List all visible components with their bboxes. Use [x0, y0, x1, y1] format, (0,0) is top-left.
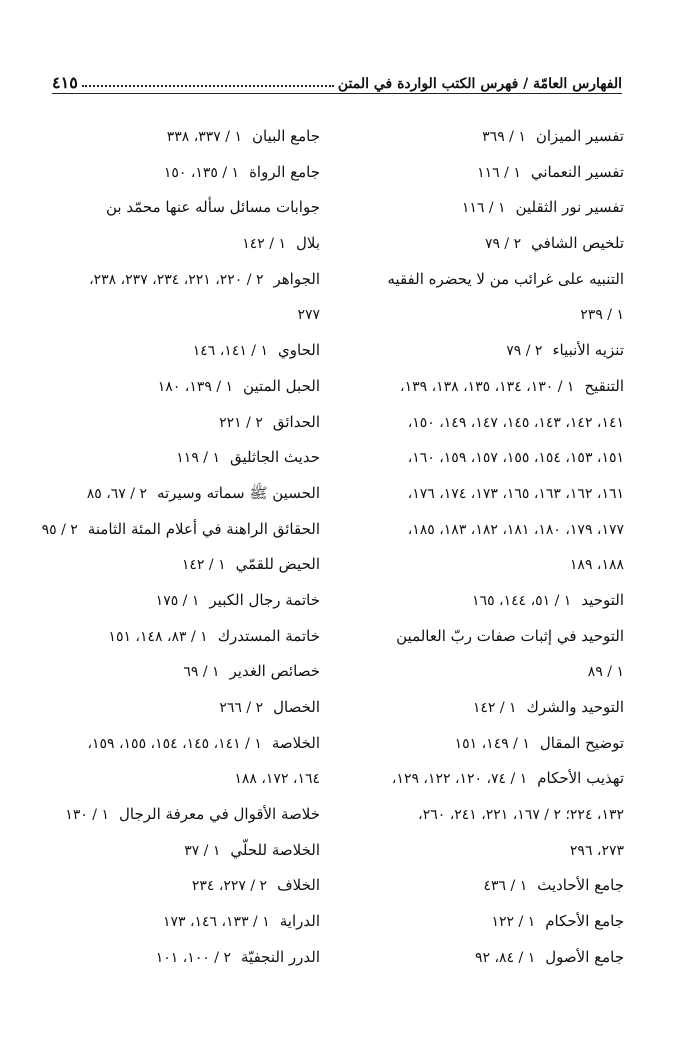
entry-refs: ١ / ١١٩	[176, 450, 220, 467]
entry-refs: ١ / ٨٤، ٩٢	[475, 949, 536, 966]
entry-title: التنبيه على غرائب من لا يحضره الفقيه	[387, 269, 624, 288]
entry-title: خصائص الغدير	[229, 662, 320, 681]
index-entry	[20, 940, 320, 976]
entry-refs: ١٦١، ١٦٢، ١٦٣، ١٦٥، ١٧٣، ١٧٤، ١٧٦،	[407, 485, 624, 502]
entry-refs: ٢ / ٢٢١	[219, 414, 263, 431]
entry-title: الخصال	[273, 698, 320, 716]
page-number: ٤١٥	[52, 73, 78, 92]
index-entry	[329, 333, 624, 369]
entry-title: تهذيب الأحكام	[537, 769, 624, 788]
entry-title: خاتمة رجال الكبير	[209, 590, 320, 609]
entry-refs: ١٤١، ١٤٢، ١٤٣، ١٤٥، ١٤٧، ١٤٩، ١٥٠،	[407, 414, 624, 431]
entry-title: الحبل المتين	[243, 376, 320, 395]
entry-title: التوحيد في إثبات صفات ربّ العالمين	[396, 626, 624, 645]
entry-refs: ١ / ١٣٠، ١٣٤، ١٣٥، ١٣٨، ١٣٩،	[400, 378, 575, 395]
entry-refs: ١ / ٦٩	[183, 664, 220, 681]
entry-refs: ٢ / ٧٩	[484, 236, 522, 253]
index-entry-continuation	[329, 476, 624, 512]
index-entry	[329, 155, 624, 191]
entry-title: تفسير الميزان	[535, 127, 624, 145]
index-entry	[20, 440, 320, 476]
entry-title: خلاصة الأقوال في معرفة الرجال	[119, 805, 320, 824]
entry-title: خاتمة المستدرك	[217, 626, 320, 645]
entry-title: الحيض للقمّي	[235, 555, 320, 574]
entry-refs: ١ / ١٣٥، ١٥٠	[163, 164, 240, 181]
entry-title: التنقيح	[584, 376, 624, 395]
index-entry	[20, 190, 320, 226]
entry-refs: ١ / ١١٦	[477, 164, 521, 181]
index-entry	[329, 868, 624, 904]
index-column-left	[20, 119, 320, 976]
index-entry	[20, 726, 320, 762]
entry-refs: ٢٧٣، ٢٩٦	[569, 842, 624, 859]
entry-refs: ١ / ١٣٩، ١٨٠	[157, 378, 234, 395]
entry-refs: ١٥١، ١٥٣، ١٥٤، ١٥٥، ١٥٧، ١٥٩، ١٦٠،	[407, 450, 624, 467]
entry-title: الحاوي	[278, 341, 320, 360]
entry-title: تلخيص الشافي	[531, 234, 624, 253]
entry-refs: ١٦٤، ١٧٢، ١٨٨	[234, 771, 320, 788]
entry-title: تنزيه الأنبياء	[552, 341, 624, 360]
entry-refs: ١ / ١٣٣، ١٤٦، ١٧٣	[162, 914, 270, 931]
entry-refs: ١ / ١٣٠	[65, 807, 110, 824]
index-entry	[329, 226, 624, 262]
entry-title: الخلاصة للحلّي	[230, 840, 320, 859]
entry-refs: ١ / ١٤٢	[181, 557, 226, 574]
index-entry	[20, 512, 320, 548]
entry-refs: ١ / ١٤٢	[472, 700, 517, 716]
entry-refs: ١ / ١٤٩، ١٥١	[454, 735, 530, 752]
index-entry	[20, 333, 320, 369]
index-entry	[329, 726, 624, 762]
entry-refs: ٢ / ٢٦٦	[219, 700, 264, 716]
index-entry	[329, 761, 624, 797]
entry-title: التوحيد	[581, 590, 624, 609]
index-entry-continuation	[329, 297, 624, 333]
index-entry	[20, 119, 320, 155]
header-rule	[52, 93, 622, 94]
entry-refs: ١ / ١٢٢	[491, 914, 536, 931]
entry-title: الخلاصة	[271, 733, 320, 752]
entry-refs: ١ / ٨٩	[587, 664, 624, 681]
entry-title: جوابات مسائل سأله عنها محمّد بن	[106, 198, 320, 217]
index-entry	[20, 547, 320, 583]
index-entry	[20, 155, 320, 191]
entry-title: جامع البيان	[251, 127, 320, 145]
entry-refs: ١ / ٨٣، ١٤٨، ١٥١	[108, 628, 208, 645]
running-header	[52, 62, 622, 92]
entry-refs: ١ / ٥١، ١٤٤، ١٦٥	[472, 592, 572, 609]
entry-title: حديث الجاثليق	[230, 448, 320, 467]
entry-title: توضيح المقال	[539, 733, 624, 752]
entry-title: تفسير نور الثقلين	[515, 198, 624, 217]
entry-title: بلال	[295, 234, 320, 253]
entry-title: جامع الأحكام	[545, 912, 624, 931]
index-entry	[20, 868, 320, 904]
entry-title: الدرر النجفيّة	[241, 947, 320, 966]
entry-refs: ١ / ١٤٢	[242, 236, 286, 253]
index-entry	[20, 226, 320, 262]
entry-title: الجواهر	[273, 269, 320, 288]
entry-refs: ١ / ٢٣٩	[580, 307, 624, 324]
index-entry-continuation	[329, 547, 624, 583]
index-entry	[329, 619, 624, 655]
index-entry-continuation	[329, 833, 624, 869]
entry-refs: ٢ / ٧٩	[506, 343, 543, 360]
index-column-right	[329, 119, 624, 976]
entry-title: جامع الأصول	[545, 947, 624, 966]
entry-refs: ٢٧٧	[297, 307, 320, 324]
index-entry-continuation	[329, 512, 624, 548]
index-entry-continuation	[329, 654, 624, 690]
index-entry	[20, 619, 320, 655]
running-header-title: الفهارس العامّة / فهرس الكتب الواردة في المتن	[337, 76, 622, 92]
index-entry	[20, 690, 320, 726]
index-entry	[20, 405, 320, 441]
entry-refs: ١ / ١٤١، ١٤٥، ١٥٤، ١٥٥، ١٥٩،	[87, 735, 262, 752]
index-entry	[20, 476, 320, 512]
entry-title: الخلاف	[277, 876, 320, 895]
index-entry	[329, 904, 624, 940]
entry-refs: ١ / ١٧٥	[155, 592, 200, 609]
index-entry	[20, 583, 320, 619]
entry-title: الحقائق الراهنة في أعلام المئة الثامنة	[87, 519, 320, 538]
entry-title: جامع الأحاديث	[537, 876, 624, 895]
index-entry-continuation	[20, 761, 320, 797]
entry-refs: ١٨٨، ١٨٩	[569, 557, 624, 574]
entry-refs: ١٧٧، ١٧٩، ١٨٠، ١٨١، ١٨٢، ١٨٣، ١٨٥،	[407, 521, 624, 538]
entry-title: الحدائق	[272, 412, 320, 431]
index-entry	[329, 583, 624, 619]
index-entry-continuation	[20, 297, 320, 333]
entry-refs: ١ / ١٤١، ١٤٦	[192, 343, 269, 360]
entry-refs: ٢ / ٢٢٠، ٢٢١، ٢٣٤، ٢٣٧، ٢٣٨،	[89, 271, 264, 288]
entry-refs: ٢ / ٢٢٧، ٢٣٤	[191, 878, 268, 895]
index-entry	[329, 190, 624, 226]
entry-title: الدراية	[279, 912, 320, 931]
index-entry	[329, 940, 624, 976]
index-entry	[329, 690, 624, 726]
index-entry	[20, 654, 320, 690]
entry-title: التوحيد والشرك	[526, 698, 624, 716]
entry-refs: ١ / ٣٦٩	[482, 129, 526, 145]
entry-refs: ١ / ٣٣٧، ٣٣٨	[166, 129, 242, 145]
entry-refs: ١٣٢، ٢٢٤؛ ٢ / ١٦٧، ٢٢١، ٢٤١، ٢٦٠،	[418, 807, 624, 824]
leader-dots	[82, 85, 334, 87]
index-entry	[20, 369, 320, 405]
index-entry	[20, 262, 320, 298]
entry-refs: ٢ / ٦٧، ٨٥	[86, 485, 147, 502]
index-entry	[329, 369, 624, 405]
entry-title: تفسير النعماني	[530, 162, 624, 181]
index-entry	[20, 797, 320, 833]
entry-title: الحسين ﷺ سماته وسيرته	[156, 483, 320, 502]
index-entry	[20, 904, 320, 940]
entry-refs: ١ / ١١٦	[461, 200, 506, 217]
entry-refs: ٢ / ٩٥	[41, 521, 78, 538]
entry-refs: ١ / ٣٧	[184, 842, 221, 859]
index-entry-continuation	[329, 405, 624, 441]
entry-title: جامع الرواة	[249, 162, 320, 181]
entry-refs: ٢ / ١٠٠، ١٠١	[155, 949, 232, 966]
entry-refs: ١ / ٤٣٦	[483, 878, 528, 895]
index-entry	[329, 119, 624, 155]
index-entry-continuation	[329, 440, 624, 476]
index-entry	[20, 833, 320, 869]
index-entry-continuation	[329, 797, 624, 833]
entry-refs: ١ / ٧٤، ١٢٠، ١٢٢، ١٢٩،	[391, 771, 528, 788]
index-entry	[329, 262, 624, 298]
